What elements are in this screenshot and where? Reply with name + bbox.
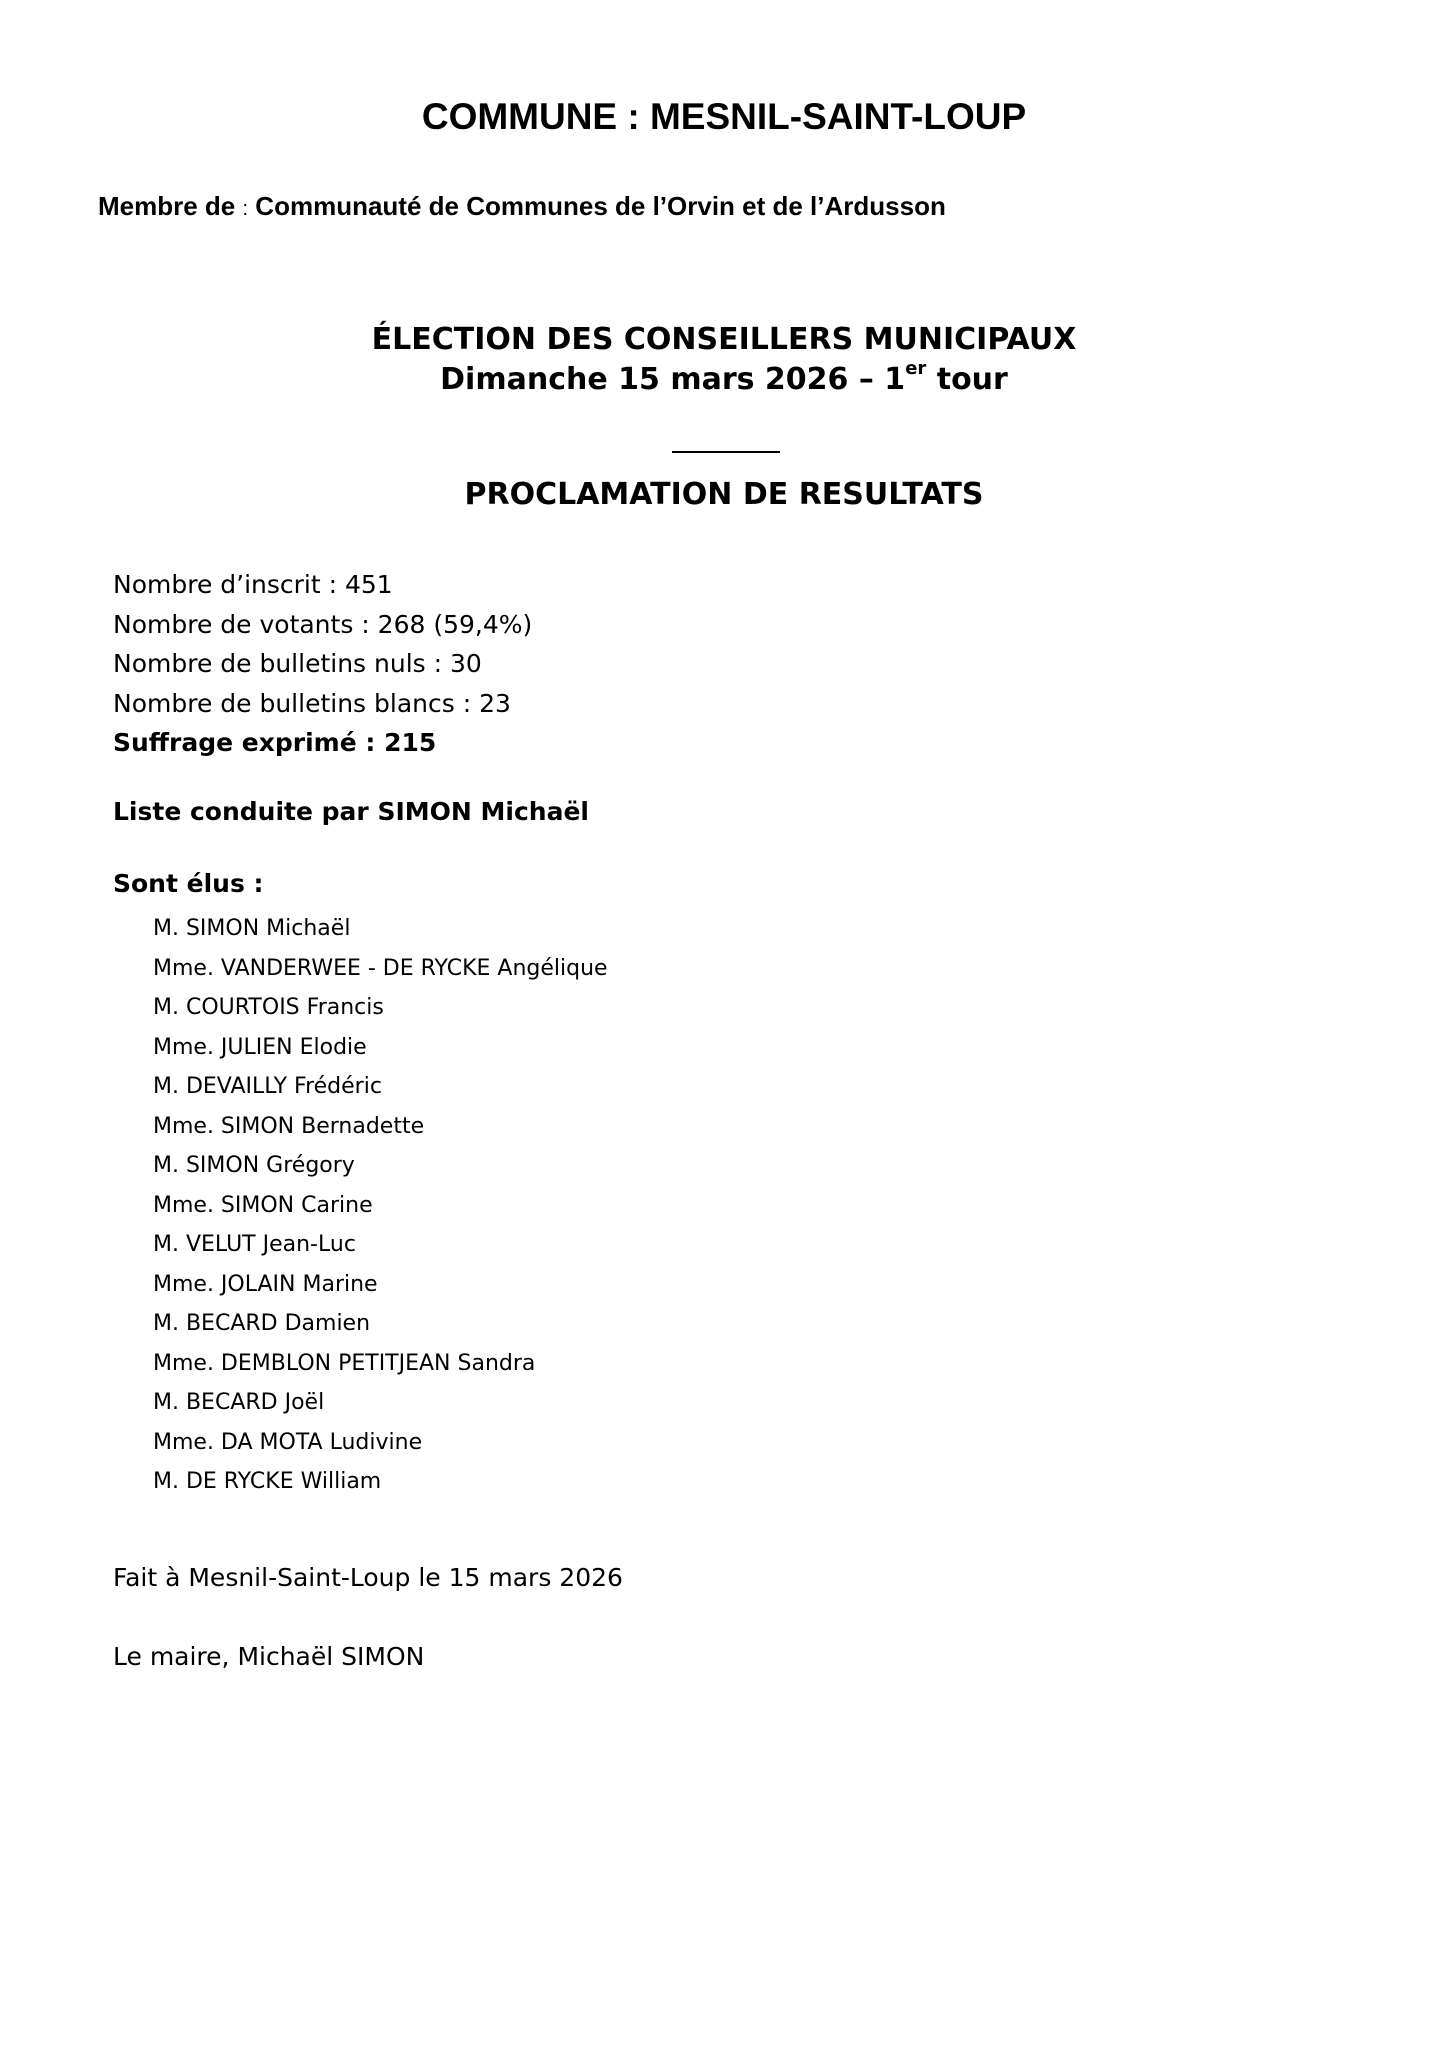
list-leader: Liste conduite par SIMON Michaël bbox=[113, 797, 589, 826]
list-item: Mme. DEMBLON PETITJEAN Sandra bbox=[153, 1350, 536, 1376]
commune-title: COMMUNE : MESNIL-SAINT-LOUP bbox=[421, 96, 1027, 137]
list-item: Mme. JULIEN Elodie bbox=[153, 1034, 367, 1060]
list-item: Mme. VANDERWEE - DE RYCKE Angélique bbox=[153, 955, 608, 981]
member-value: Communauté de Communes de l’Orvin et de l’Ardusson bbox=[255, 191, 946, 221]
election-title: ÉLECTION DES CONSEILLERS MUNICIPAUX bbox=[371, 322, 1077, 357]
membership-line bbox=[98, 191, 946, 222]
stat-blank-ballots: Nombre de bulletins blancs : 23 bbox=[113, 688, 511, 718]
list-item: Mme. JOLAIN Marine bbox=[153, 1271, 378, 1297]
separator-rule bbox=[672, 451, 780, 453]
list-item: Mme. SIMON Bernadette bbox=[153, 1113, 425, 1139]
mayor-signature-line: Le maire, Michaël SIMON bbox=[113, 1642, 425, 1671]
elected-label: Sont élus : bbox=[113, 869, 264, 898]
list-item: M. COURTOIS Francis bbox=[153, 995, 384, 1020]
place-date: Fait à Mesnil-Saint-Loup le 15 mars 2026 bbox=[113, 1563, 623, 1592]
list-item: M. DE RYCKE William bbox=[153, 1469, 382, 1494]
list-item: M. BECARD Damien bbox=[153, 1311, 371, 1336]
stat-expressed: Suffrage exprimé : 215 bbox=[113, 728, 437, 757]
list-item: M. SIMON Grégory bbox=[153, 1153, 355, 1178]
list-item: Mme. SIMON Carine bbox=[153, 1192, 373, 1218]
list-item: M. DEVAILLY Frédéric bbox=[153, 1074, 382, 1099]
list-item: M. VELUT Jean-Luc bbox=[153, 1232, 356, 1257]
stat-voters: Nombre de votants : 268 (59,4%) bbox=[113, 609, 533, 639]
member-prefix: Membre de bbox=[98, 191, 236, 221]
stat-registered: Nombre d’inscrit : 451 bbox=[113, 570, 393, 599]
list-item: M. BECARD Joël bbox=[153, 1390, 325, 1415]
member-colon: : bbox=[242, 198, 249, 220]
elected-list bbox=[153, 909, 608, 1502]
list-item: Mme. DA MOTA Ludivine bbox=[153, 1429, 423, 1455]
results-stats bbox=[113, 565, 532, 763]
election-round-word: tour bbox=[926, 362, 1008, 397]
election-date-text: Dimanche 15 mars 2026 – 1 bbox=[440, 362, 906, 397]
election-date bbox=[0, 358, 1448, 397]
stat-null-ballots: Nombre de bulletins nuls : 30 bbox=[113, 649, 482, 678]
election-round-sup: er bbox=[905, 358, 927, 379]
proclamation-heading: PROCLAMATION DE RESULTATS bbox=[464, 477, 984, 512]
list-item: M. SIMON Michaël bbox=[153, 916, 351, 941]
